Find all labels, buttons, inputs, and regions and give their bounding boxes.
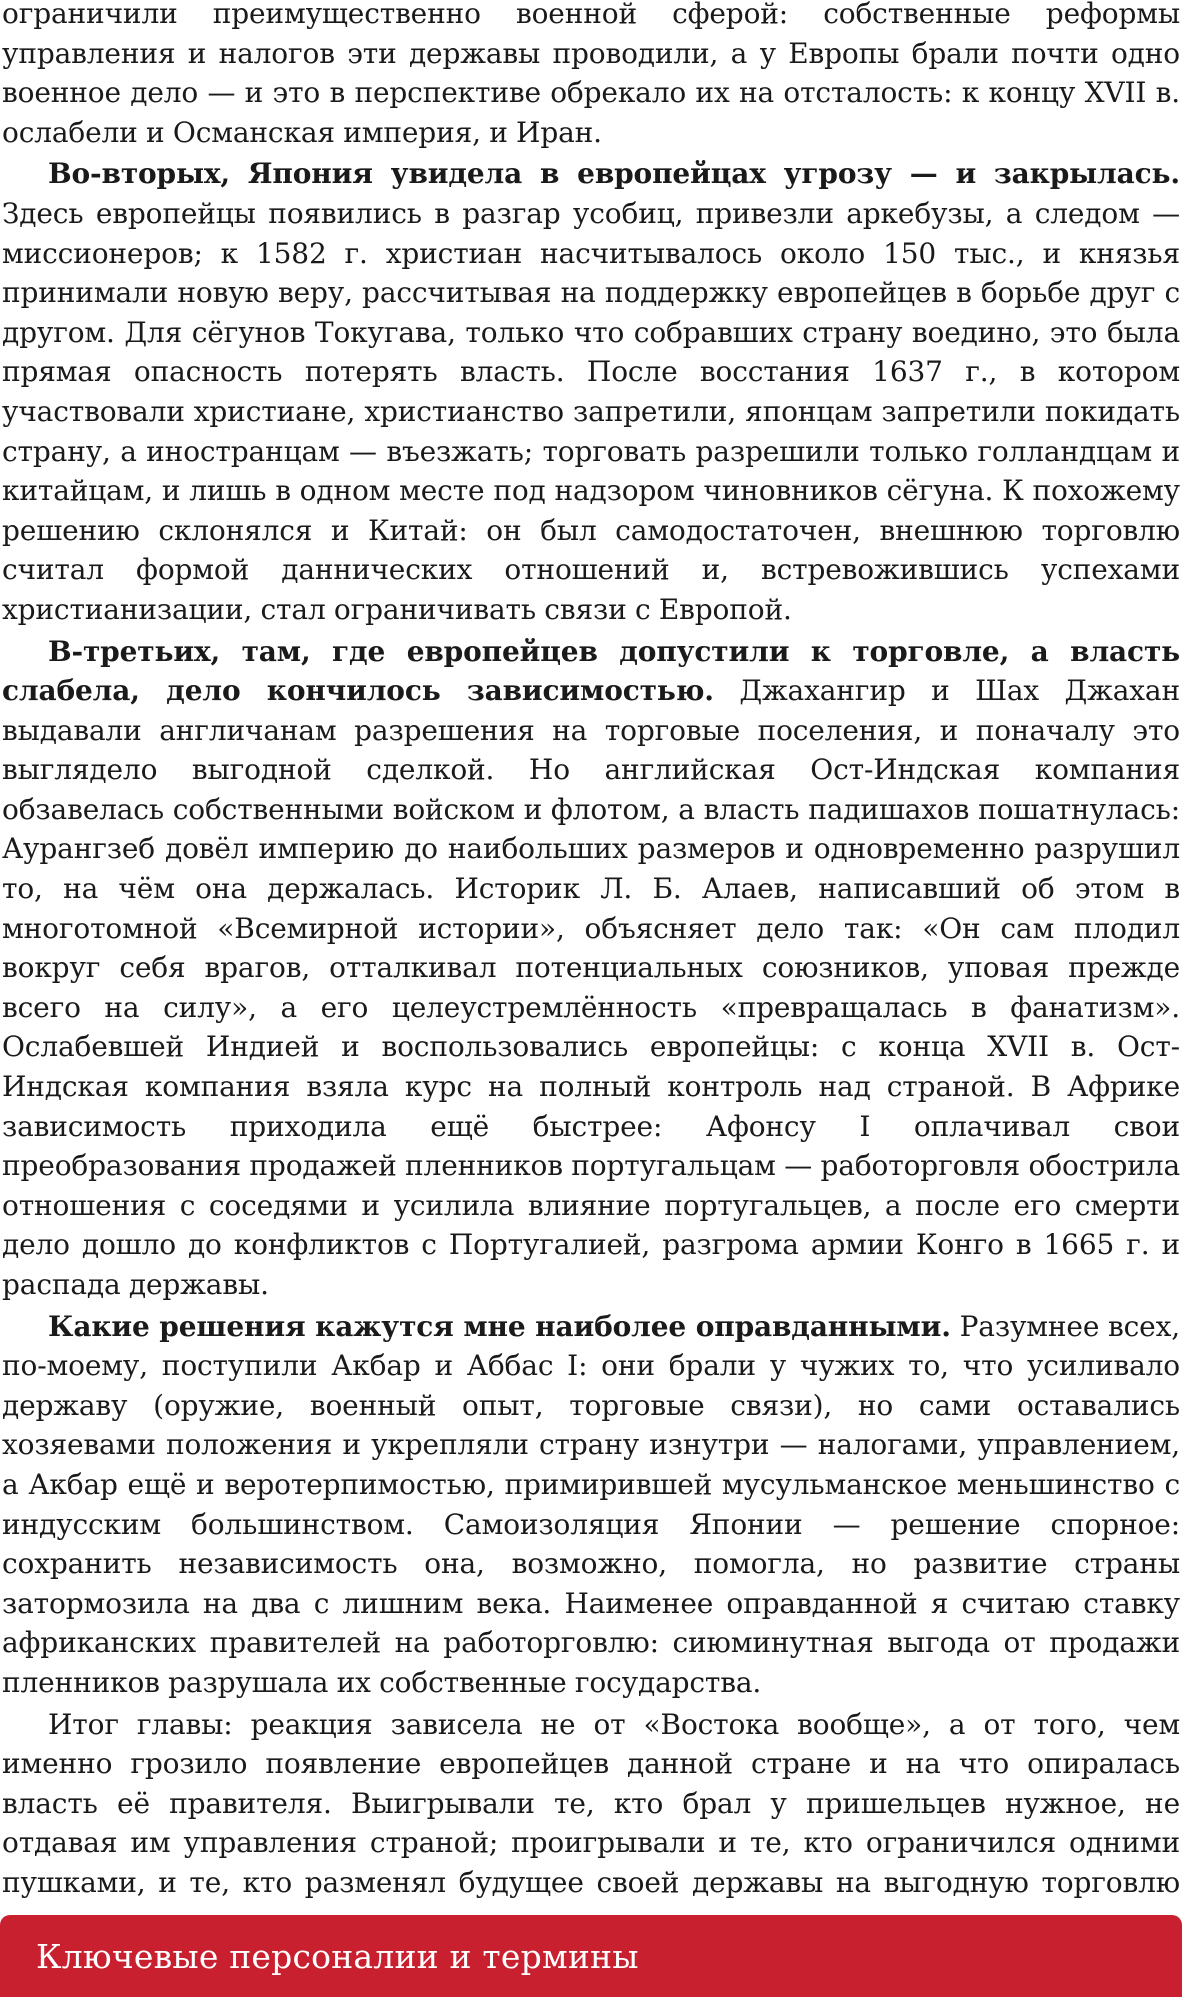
paragraph-lead: В-третьих, там, где европейцев допустили к торговле, а власть слабела, дело кончилось зависимостью. [2,634,1180,708]
paragraph-japan [2,154,1180,629]
section-banner [0,1915,1182,1997]
section-banner-title: Ключевые персоналии и термины [36,1936,639,1976]
paragraph-text: ограничили преимущественно военной сферой: собственные реформы управления и налогов эти державы проводили, а у Европы брали почти одно военное дело — и это в перспективе обрекало их на отсталость: к концу XVII в. ослабели и Османская империя, и Иран. [2,0,1180,149]
paragraph-text: Разумнее всех, по-моему, поступили Акбар и Аббас I: они брали у чужих то, что усиливало державу (оружие, военный опыт, торговые связи), но сами оставались хозяевами положения и укрепляли страну изнутри — налогами, управлением, а Акбар ещё и веротерпимостью, примирившей мусульманское меньшинство с индусским большинством. Самоизоляция Японии — решение спорное: сохранить независимость она, возможно, помогла, но развитие страны затормозила на два с лишним века. Наименее оправданной я считаю ставку африканских правителей на работорговлю: сиюминутная выгода от продажи пленников разрушала их собственные государства. [2,1309,1180,1699]
paragraph-chapter-summary [2,1705,1180,1943]
paragraph-continuation [2,0,1180,152]
paragraph-justified-decisions [2,1307,1180,1703]
paragraph-lead: Какие решения кажутся мне наиболее оправданными. [48,1309,951,1343]
paragraph-lead: Во-вторых, Япония увидела в европейцах угрозу — и закрылась. [48,157,1180,191]
body-text [2,0,1180,1942]
paragraph-text: Итог главы: реакция зависела не от «Востока вообще», а от того, чем именно грозило появление европейцев данной стране и на что опиралась власть её правителя. Выигрывали те, кто брал у пришельцев нужное, не отдавая им управления страной; проигрывали и те, кто ограничился одними пушками, и те, кто разменял будущее своей державы на выгодную торговлю [2,1707,1180,1899]
paragraph-dependence [2,632,1180,1305]
paragraph-text: Здесь европейцы появились в разгар усобиц, привезли аркебузы, а следом — миссионеров; к 1582 г. христиан насчитывалось около 150 тыс., и князья принимали новую веру, рассчитывая на поддержку европейцев в борьбе друг с другом. Для сёгунов Токугава, только что собравших страну воедино, это была прямая опасность потерять власть. После восстания 1637 г., в котором участвовали христиане, христианство запретили, японцам запретили покидать страну, а иностранцам — въезжать; торговать разрешили только голландцам и китайцам, и лишь в одном месте под надзором чиновников сёгуна. К похожему решению склонялся и Китай: он был самодостаточен, внешнюю торговлю считал формой даннических отношений и, встревожившись успехами христианизации, стал ограничивать связи с Европой. [2,196,1180,626]
paragraph-text: Джахангир и Шах Джахан выдавали англичанам разрешения на торговые поселения, и поначалу это выглядело выгодной сделкой. Но английская Ост-Индская компания обзавелась собственными войском и флотом, а власть падишахов пошатнулась: Аурангзеб довёл империю до наибольших размеров и одновременно разрушил то, на чём она держалась. Историк Л. Б. Алаев, написавший об этом в многотомной «Всемирной истории», объясняет дело так: «Он сам плодил вокруг себя врагов, отталкивал потенциальных союзников, уповая прежде всего на силу», а его целеустремлённость «превращалась в фанатизм». Ослабевшей Индией и воспользовались европейцы: с конца XVII в. Ост-Индская компания взяла курс на полный контроль над страной. В Африке зависимость приходила ещё быстрее: Афонсу I оплачивал свои преобразования продажей пленников португальцам — работорговля обострила отношения с соседями и усилила влияние португальцев, а после его смерти дело дошло до конфликтов с Португалией, разгрома армии Конго в 1665 г. и распада державы. [2,674,1180,1301]
